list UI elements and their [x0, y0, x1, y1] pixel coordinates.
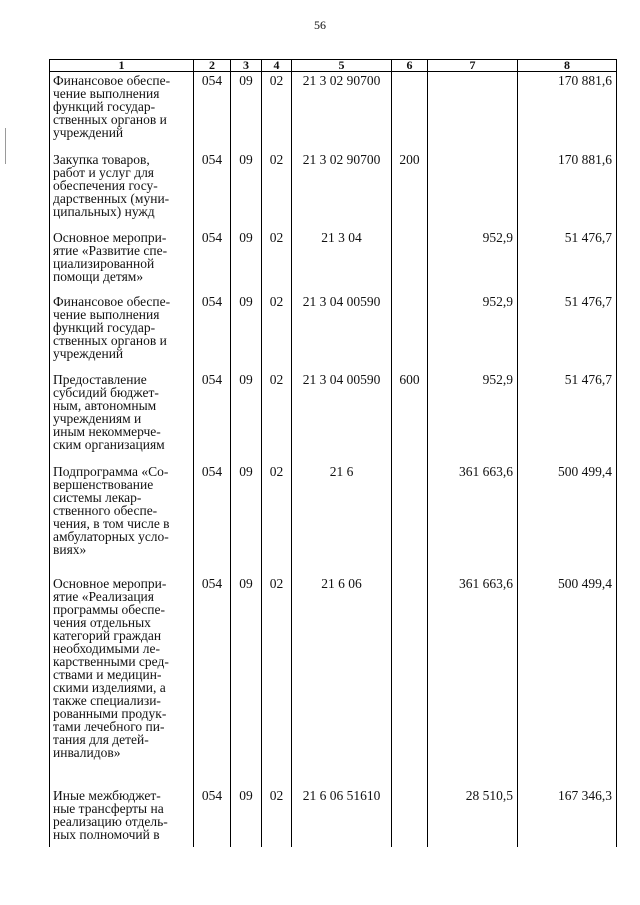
row-col-7-amount: 952,9: [428, 293, 518, 371]
row-name-line: чение выполнения: [53, 86, 160, 101]
row-col-4: 02: [262, 371, 292, 463]
row-name-line: Основное меропри-: [53, 229, 167, 245]
row-name-cell: [50, 371, 194, 463]
row-col-7-amount: [428, 72, 518, 151]
row-name-line: ственных органов и: [53, 112, 167, 127]
row-col-6-expense-type: 200: [392, 151, 428, 229]
row-col-5-target-article: 21 6 06: [292, 575, 392, 787]
row-name-line: иным некоммерче-: [53, 423, 161, 439]
row-col-4: 02: [262, 463, 292, 575]
row-name-line: виях»: [53, 541, 87, 557]
row-name-line: ственного обеспе-: [53, 502, 158, 518]
row-name-line: системы лекар-: [53, 489, 142, 505]
row-name-line: ные трансферты на: [53, 800, 164, 816]
row-name-line: ятие «Развитие спе-: [53, 242, 168, 258]
row-col-3: 09: [231, 293, 262, 371]
row-name-line: учреждений: [53, 345, 124, 361]
row-name-line: дарственных (муни-: [53, 190, 170, 206]
row-name-line: вершенствование: [53, 476, 154, 492]
row-name-line: Финансовое обеспе-: [53, 293, 171, 309]
row-name-line: рованными продук-: [53, 705, 167, 721]
table-row: [50, 575, 617, 787]
row-col-7-amount: 952,9: [428, 229, 518, 293]
row-col-4: 02: [262, 229, 292, 293]
row-col-6-expense-type: [392, 787, 428, 847]
row-name-cell: [50, 293, 194, 371]
row-name-line: помощи детям»: [53, 268, 144, 284]
row-col-8-amount: 170 881,6: [518, 151, 617, 229]
table-row: [50, 463, 617, 575]
header-col-6: 6: [392, 60, 428, 72]
row-col-8-amount: 170 881,6: [518, 72, 617, 151]
row-name-line: Закупка товаров,: [53, 151, 150, 167]
row-col-5-target-article: 21 3 04 00590: [292, 371, 392, 463]
row-name-line: субсидий бюджет-: [53, 384, 159, 400]
row-name-cell: [50, 151, 194, 229]
row-col-2: 054: [194, 151, 231, 229]
row-col-8-amount: 167 346,3: [518, 787, 617, 847]
header-col-5: 5: [292, 60, 392, 72]
table-row: [50, 229, 617, 293]
row-col-4: 02: [262, 151, 292, 229]
row-col-4: 02: [262, 787, 292, 847]
row-name-line: карственными сред-: [53, 653, 169, 669]
scan-mark-left: [5, 128, 6, 164]
row-col-3: 09: [231, 463, 262, 575]
row-col-6-expense-type: [392, 293, 428, 371]
row-col-7-amount: 952,9: [428, 371, 518, 463]
row-name-line: категорий граждан: [53, 627, 162, 643]
row-name-line: ным, автономным: [53, 397, 157, 413]
header-col-3: 3: [231, 60, 262, 72]
row-name-line: функций государ-: [53, 99, 156, 114]
row-name-line: тания для детей-: [53, 731, 149, 747]
row-name-cell: [50, 575, 194, 787]
row-col-8-amount: 500 499,4: [518, 575, 617, 787]
row-col-3: 09: [231, 72, 262, 151]
row-col-7-amount: 361 663,6: [428, 575, 518, 787]
row-col-7-amount: 361 663,6: [428, 463, 518, 575]
row-col-2: 054: [194, 575, 231, 787]
row-col-6-expense-type: 600: [392, 371, 428, 463]
row-name-line: чения, в том числе в: [53, 515, 170, 531]
row-name-line: ятие «Реализация: [53, 588, 154, 604]
row-col-4: 02: [262, 575, 292, 787]
table-row: [50, 151, 617, 229]
row-col-8-amount: 51 476,7: [518, 371, 617, 463]
row-name-cell: [50, 72, 194, 151]
page-number: 56: [314, 18, 326, 32]
row-col-2: 054: [194, 293, 231, 371]
row-name-line: программы обеспе-: [53, 601, 166, 617]
row-name-line: циализированной: [53, 255, 155, 271]
row-name-line: ципальных) нужд: [53, 203, 155, 219]
header-col-2: 2: [194, 60, 231, 72]
row-name-line: обеспечения госу-: [53, 177, 158, 193]
row-name-line: инвалидов»: [53, 744, 121, 760]
row-name-line: ским организациям: [53, 436, 165, 452]
row-col-3: 09: [231, 151, 262, 229]
row-col-2: 054: [194, 72, 231, 151]
row-name-line: Финансовое обеспе-: [53, 73, 171, 88]
table-row: [50, 72, 617, 151]
row-name-cell: [50, 229, 194, 293]
row-name-line: скими изделиями, а: [53, 679, 166, 695]
row-col-5-target-article: 21 6 06 51610: [292, 787, 392, 847]
row-col-4: 02: [262, 72, 292, 151]
row-col-6-expense-type: [392, 575, 428, 787]
row-name-line: ных полномочий в: [53, 826, 160, 842]
table-row: [50, 293, 617, 371]
row-col-2: 054: [194, 463, 231, 575]
row-col-5-target-article: 21 3 04: [292, 229, 392, 293]
row-name-line: ствами и медицин-: [53, 666, 162, 682]
table-row: [50, 371, 617, 463]
row-col-5-target-article: 21 3 02 90700: [292, 72, 392, 151]
row-col-2: 054: [194, 787, 231, 847]
row-name-line: чения отдельных: [53, 614, 151, 630]
row-col-7-amount: [428, 151, 518, 229]
row-name-line: чение выполнения: [53, 306, 160, 322]
header-col-7: 7: [428, 60, 518, 72]
row-name-line: Подпрограмма «Со-: [53, 463, 169, 479]
row-col-2: 054: [194, 229, 231, 293]
row-col-5-target-article: 21 6: [292, 463, 392, 575]
row-col-3: 09: [231, 787, 262, 847]
row-name-line: амбулаторных усло-: [53, 528, 169, 544]
row-name-line: Основное меропри-: [53, 575, 167, 591]
row-col-8-amount: 500 499,4: [518, 463, 617, 575]
row-col-8-amount: 51 476,7: [518, 293, 617, 371]
row-name-line: работ и услуг для: [53, 164, 155, 180]
header-row: [50, 60, 617, 72]
row-name-line: Предоставление: [53, 371, 147, 387]
row-col-3: 09: [231, 575, 262, 787]
row-name-line: ственных органов и: [53, 332, 167, 348]
row-name-line: учреждений: [53, 125, 124, 140]
row-col-3: 09: [231, 229, 262, 293]
header-col-1: 1: [50, 60, 194, 72]
row-name-line: Иные межбюджет-: [53, 787, 161, 803]
row-name-line: реализацию отдель-: [53, 813, 168, 829]
row-col-6-expense-type: [392, 72, 428, 151]
row-name-line: тами лечебного пи-: [53, 718, 165, 734]
row-col-5-target-article: 21 3 04 00590: [292, 293, 392, 371]
row-col-8-amount: 51 476,7: [518, 229, 617, 293]
row-col-6-expense-type: [392, 229, 428, 293]
row-col-6-expense-type: [392, 463, 428, 575]
row-name-line: учреждениям и: [53, 410, 142, 426]
table-row: [50, 787, 617, 847]
row-name-line: необходимыми ле-: [53, 640, 160, 656]
row-col-3: 09: [231, 371, 262, 463]
row-col-4: 02: [262, 293, 292, 371]
header-col-4: 4: [262, 60, 292, 72]
row-col-2: 054: [194, 371, 231, 463]
row-name-cell: [50, 787, 194, 847]
row-name-cell: [50, 463, 194, 575]
row-name-line: функций государ-: [53, 319, 156, 335]
row-col-5-target-article: 21 3 02 90700: [292, 151, 392, 229]
row-name-line: также специализи-: [53, 692, 161, 708]
row-col-7-amount: 28 510,5: [428, 787, 518, 847]
header-col-8: 8: [518, 60, 617, 72]
budget-table: [49, 59, 617, 847]
